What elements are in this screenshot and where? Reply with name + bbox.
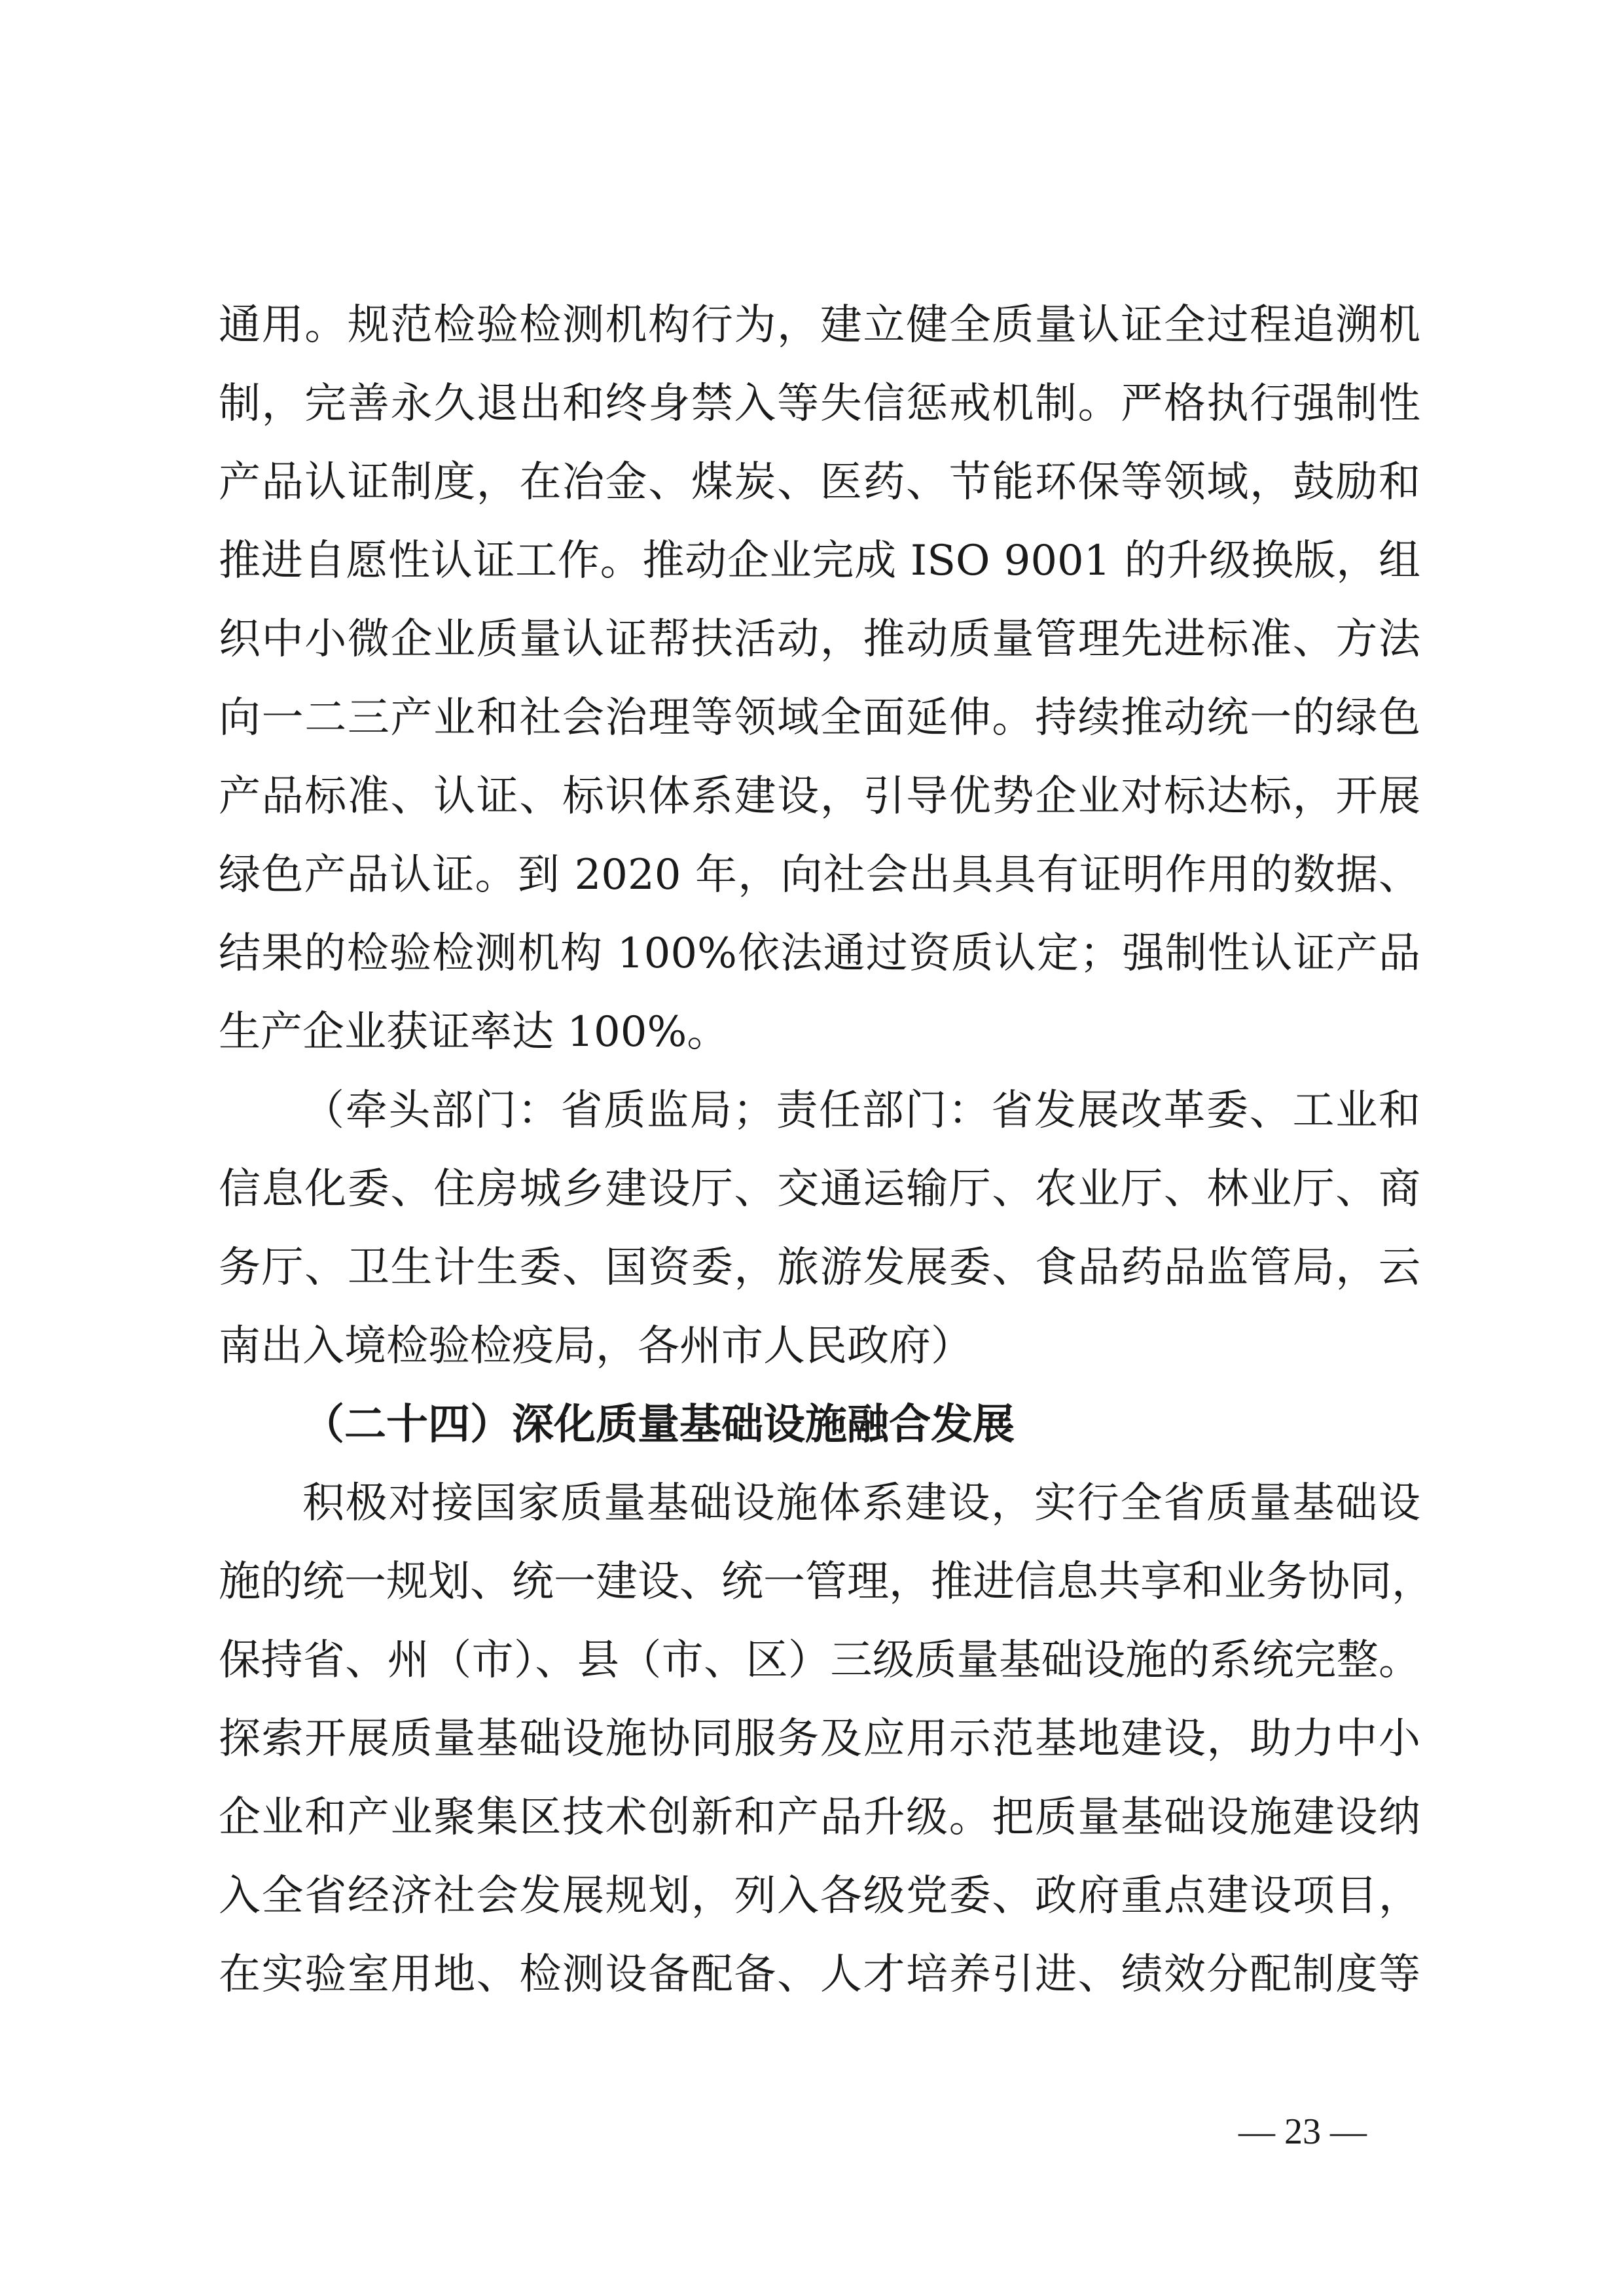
body-text-line: 探索开展质量基础设施协同服务及应用示范基地建设，助力中小 <box>219 1715 1420 1763</box>
responsibility-text-line: （牵头部门：省质监局；责任部门：省发展改革委、工业和 <box>302 1086 1420 1135</box>
body-text-line: 结果的检验检测机构 100%依法通过资质认定；强制性认证产品 <box>219 929 1420 978</box>
body-text-line: 入全省经济社会发展规划，列入各级党委、政府重点建设项目， <box>219 1872 1420 1920</box>
body-text-line: 推进自愿性认证工作。推动企业完成 ISO 9001 的升级换版，组 <box>219 537 1420 585</box>
body-text-line: 保持省、州（市）、县（市、区）三级质量基础设施的系统完整。 <box>219 1636 1420 1685</box>
responsibility-text-line: 南出入境检验检疫局，各州市人民政府） <box>219 1322 973 1371</box>
body-text-line: 产品认证制度，在冶金、煤炭、医药、节能环保等领域，鼓励和 <box>219 458 1420 507</box>
body-text-line: 绿色产品认证。到 2020 年，向社会出具具有证明作用的数据、 <box>219 851 1420 899</box>
body-text-line: 向一二三产业和社会治理等领域全面延伸。持续推动统一的绿色 <box>219 694 1420 742</box>
responsibility-text-line: 务厅、卫生计生委、国资委，旅游发展委、食品药品监管局，云 <box>219 1244 1420 1292</box>
body-text-line: 生产企业获证率达 100%。 <box>219 1008 729 1056</box>
section-heading: （二十四）深化质量基础设施融合发展 <box>302 1401 1015 1449</box>
page-number: — 23 — <box>1238 2111 1367 2152</box>
responsibility-text-line: 信息化委、住房城乡建设厅、交通运输厅、农业厅、林业厅、商 <box>219 1165 1420 1213</box>
body-text-line: 制，完善永久退出和终身禁入等失信惩戒机制。严格执行强制性 <box>219 380 1420 428</box>
body-text-line: 积极对接国家质量基础设施体系建设，实行全省质量基础设 <box>302 1479 1420 1528</box>
body-text-line: 施的统一规划、统一建设、统一管理，推进信息共享和业务协同， <box>219 1558 1434 1606</box>
body-text-line: 织中小微企业质量认证帮扶活动，推动质量管理先进标准、方法 <box>219 615 1420 664</box>
body-text-line: 企业和产业聚集区技术创新和产品升级。把质量基础设施建设纳 <box>219 1793 1420 1842</box>
body-text-line: 产品标准、认证、标识体系建设，引导优势企业对标达标，开展 <box>219 772 1420 821</box>
body-text-line: 在实验室用地、检测设备配备、人才培养引进、绩效分配制度等 <box>219 1950 1420 1999</box>
body-text-line: 通用。规范检验检测机构行为，建立健全质量认证全过程追溯机 <box>219 301 1420 350</box>
